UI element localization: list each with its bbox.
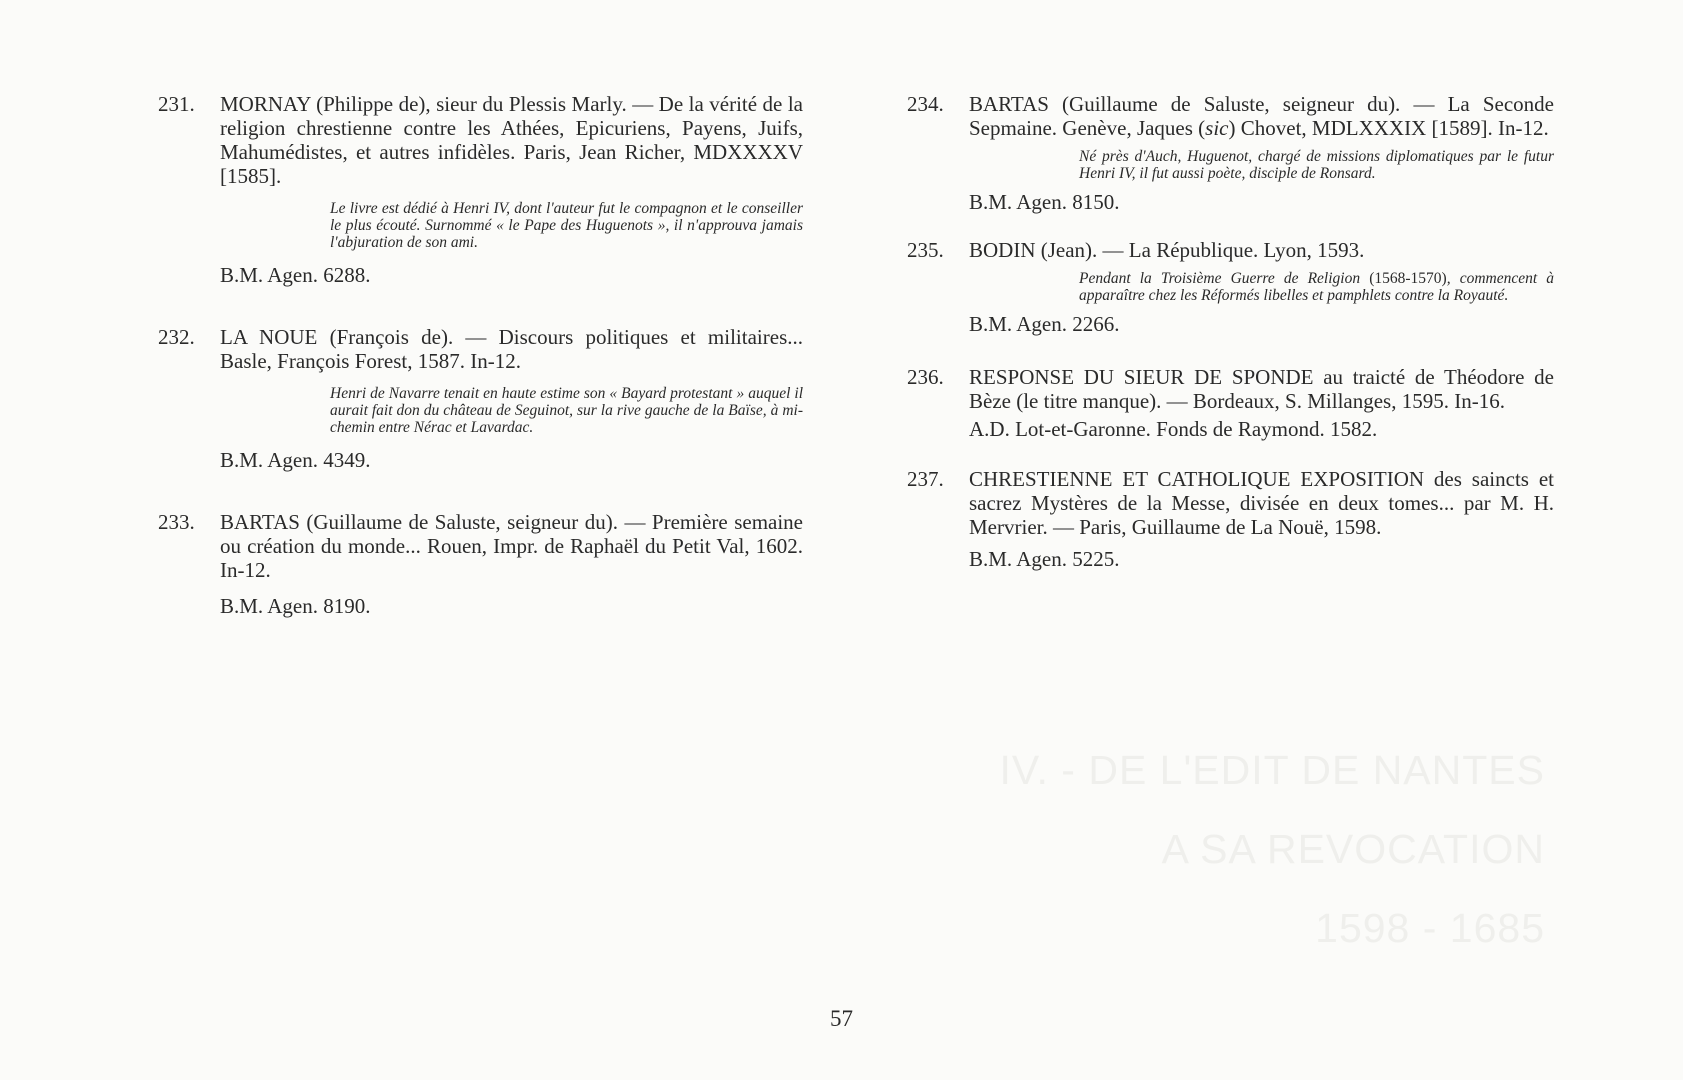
entry-text: RESPONSE DU SIEUR DE SPONDE au traicté de Théodore de Bèze (le titre manque). — Bordeaux, S. Millanges, 1595. In-16. <box>969 365 1554 413</box>
entry-number: 232. <box>158 325 195 349</box>
left-column <box>158 92 803 618</box>
entry-number: 235. <box>907 238 944 262</box>
catalog-entry-235 <box>907 238 1554 336</box>
entry-number: 233. <box>158 510 195 534</box>
entry-number: 231. <box>158 92 195 116</box>
entry-reference: B.M. Agen. 4349. <box>220 448 371 472</box>
show-through-heading-line-2: A SA REVOCATION <box>1161 826 1545 872</box>
entry-text-part: ) Chovet, MDLXXXIX [1589]. In-12. <box>1228 116 1549 140</box>
entry-number: 236. <box>907 365 944 389</box>
entry-text-part: BARTAS (Guillaume de Saluste, seigneur du). — La Seconde Sepmaine. Genève, Jaques ( <box>969 92 1554 140</box>
entry-note: Le livre est dédié à Henri IV, dont l'auteur fut le compagnon et le conseiller le plus écouté. Surnommé « le Pape des Huguenots », il n'approuva jamais l'abjuration de son ami. <box>330 200 803 251</box>
sic-italic: sic <box>1205 116 1229 140</box>
entry-text: CHRESTIENNE ET CATHOLIQUE EXPOSITION des saincts et sacrez Mystères de la Messe, divisée en deux tomes... par M. H. Mervrier. — Paris, Guillaume de La Nouë, 1598. <box>969 467 1554 539</box>
entry-number: 237. <box>907 467 944 491</box>
catalog-entry-237 <box>907 467 1554 571</box>
entry-reference: B.M. Agen. 8150. <box>969 190 1120 214</box>
note-part: Pendant la Troisième Guerre de Religion <box>1079 270 1370 287</box>
catalog-entry-233 <box>158 510 803 618</box>
page-number: 57 <box>830 1006 853 1031</box>
show-through-heading-line-1: IV. - DE L'EDIT DE NANTES <box>999 747 1545 793</box>
show-through-heading-line-3: 1598 - 1685 <box>1315 905 1545 951</box>
entry-note: Henri de Navarre tenait en haute estime son « Bayard protestant » auquel il aurait fait don du château de Seguinot, sur la rive gauche de la Baïse, à mi-chemin entre Nérac et Lavardac. <box>330 385 803 436</box>
entry-text: LA NOUE (François de). — Discours politiques et militaires... Basle, François Forest, 1587. In-12. <box>220 325 803 373</box>
note-dates: (1568-1570) <box>1369 270 1447 287</box>
note-part: , commencent à apparaître chez les Réformés libelles et pamphlets contre la Royauté. <box>1079 270 1555 304</box>
catalog-entry-232 <box>158 325 803 472</box>
catalog-entry-231 <box>158 92 803 287</box>
entry-reference: B.M. Agen. 8190. <box>220 594 371 618</box>
entry-text: MORNAY (Philippe de), sieur du Plessis Marly. — De la vérité de la religion chrestienne contre les Athées, Epicuriens, Payens, Juifs, Mahumédistes, et autres infidèles. Paris, Jean Richer, MDXXXXV [1585]. <box>220 92 803 188</box>
entry-note: Né près d'Auch, Huguenot, chargé de missions diplomatiques par le futur Henri IV, il fut aussi poète, disciple de Ronsard. <box>1079 148 1554 182</box>
catalog-entry-234 <box>907 92 1554 214</box>
entry-reference: B.M. Agen. 5225. <box>969 547 1120 571</box>
entry-number: 234. <box>907 92 944 116</box>
entry-reference: A.D. Lot-et-Garonne. Fonds de Raymond. 1582. <box>969 417 1378 441</box>
right-column <box>907 92 1554 571</box>
entry-text: BARTAS (Guillaume de Saluste, seigneur du). — Première semaine ou création du monde... Rouen, Impr. de Raphaël du Petit Val, 1602. In-12. <box>220 510 803 582</box>
catalog-entry-236 <box>907 365 1554 441</box>
entry-reference: B.M. Agen. 6288. <box>220 263 371 287</box>
entry-reference: B.M. Agen. 2266. <box>969 312 1120 336</box>
entry-text <box>969 92 1554 140</box>
entry-note <box>1079 270 1554 304</box>
entry-text: BODIN (Jean). — La République. Lyon, 1593. <box>969 238 1365 262</box>
